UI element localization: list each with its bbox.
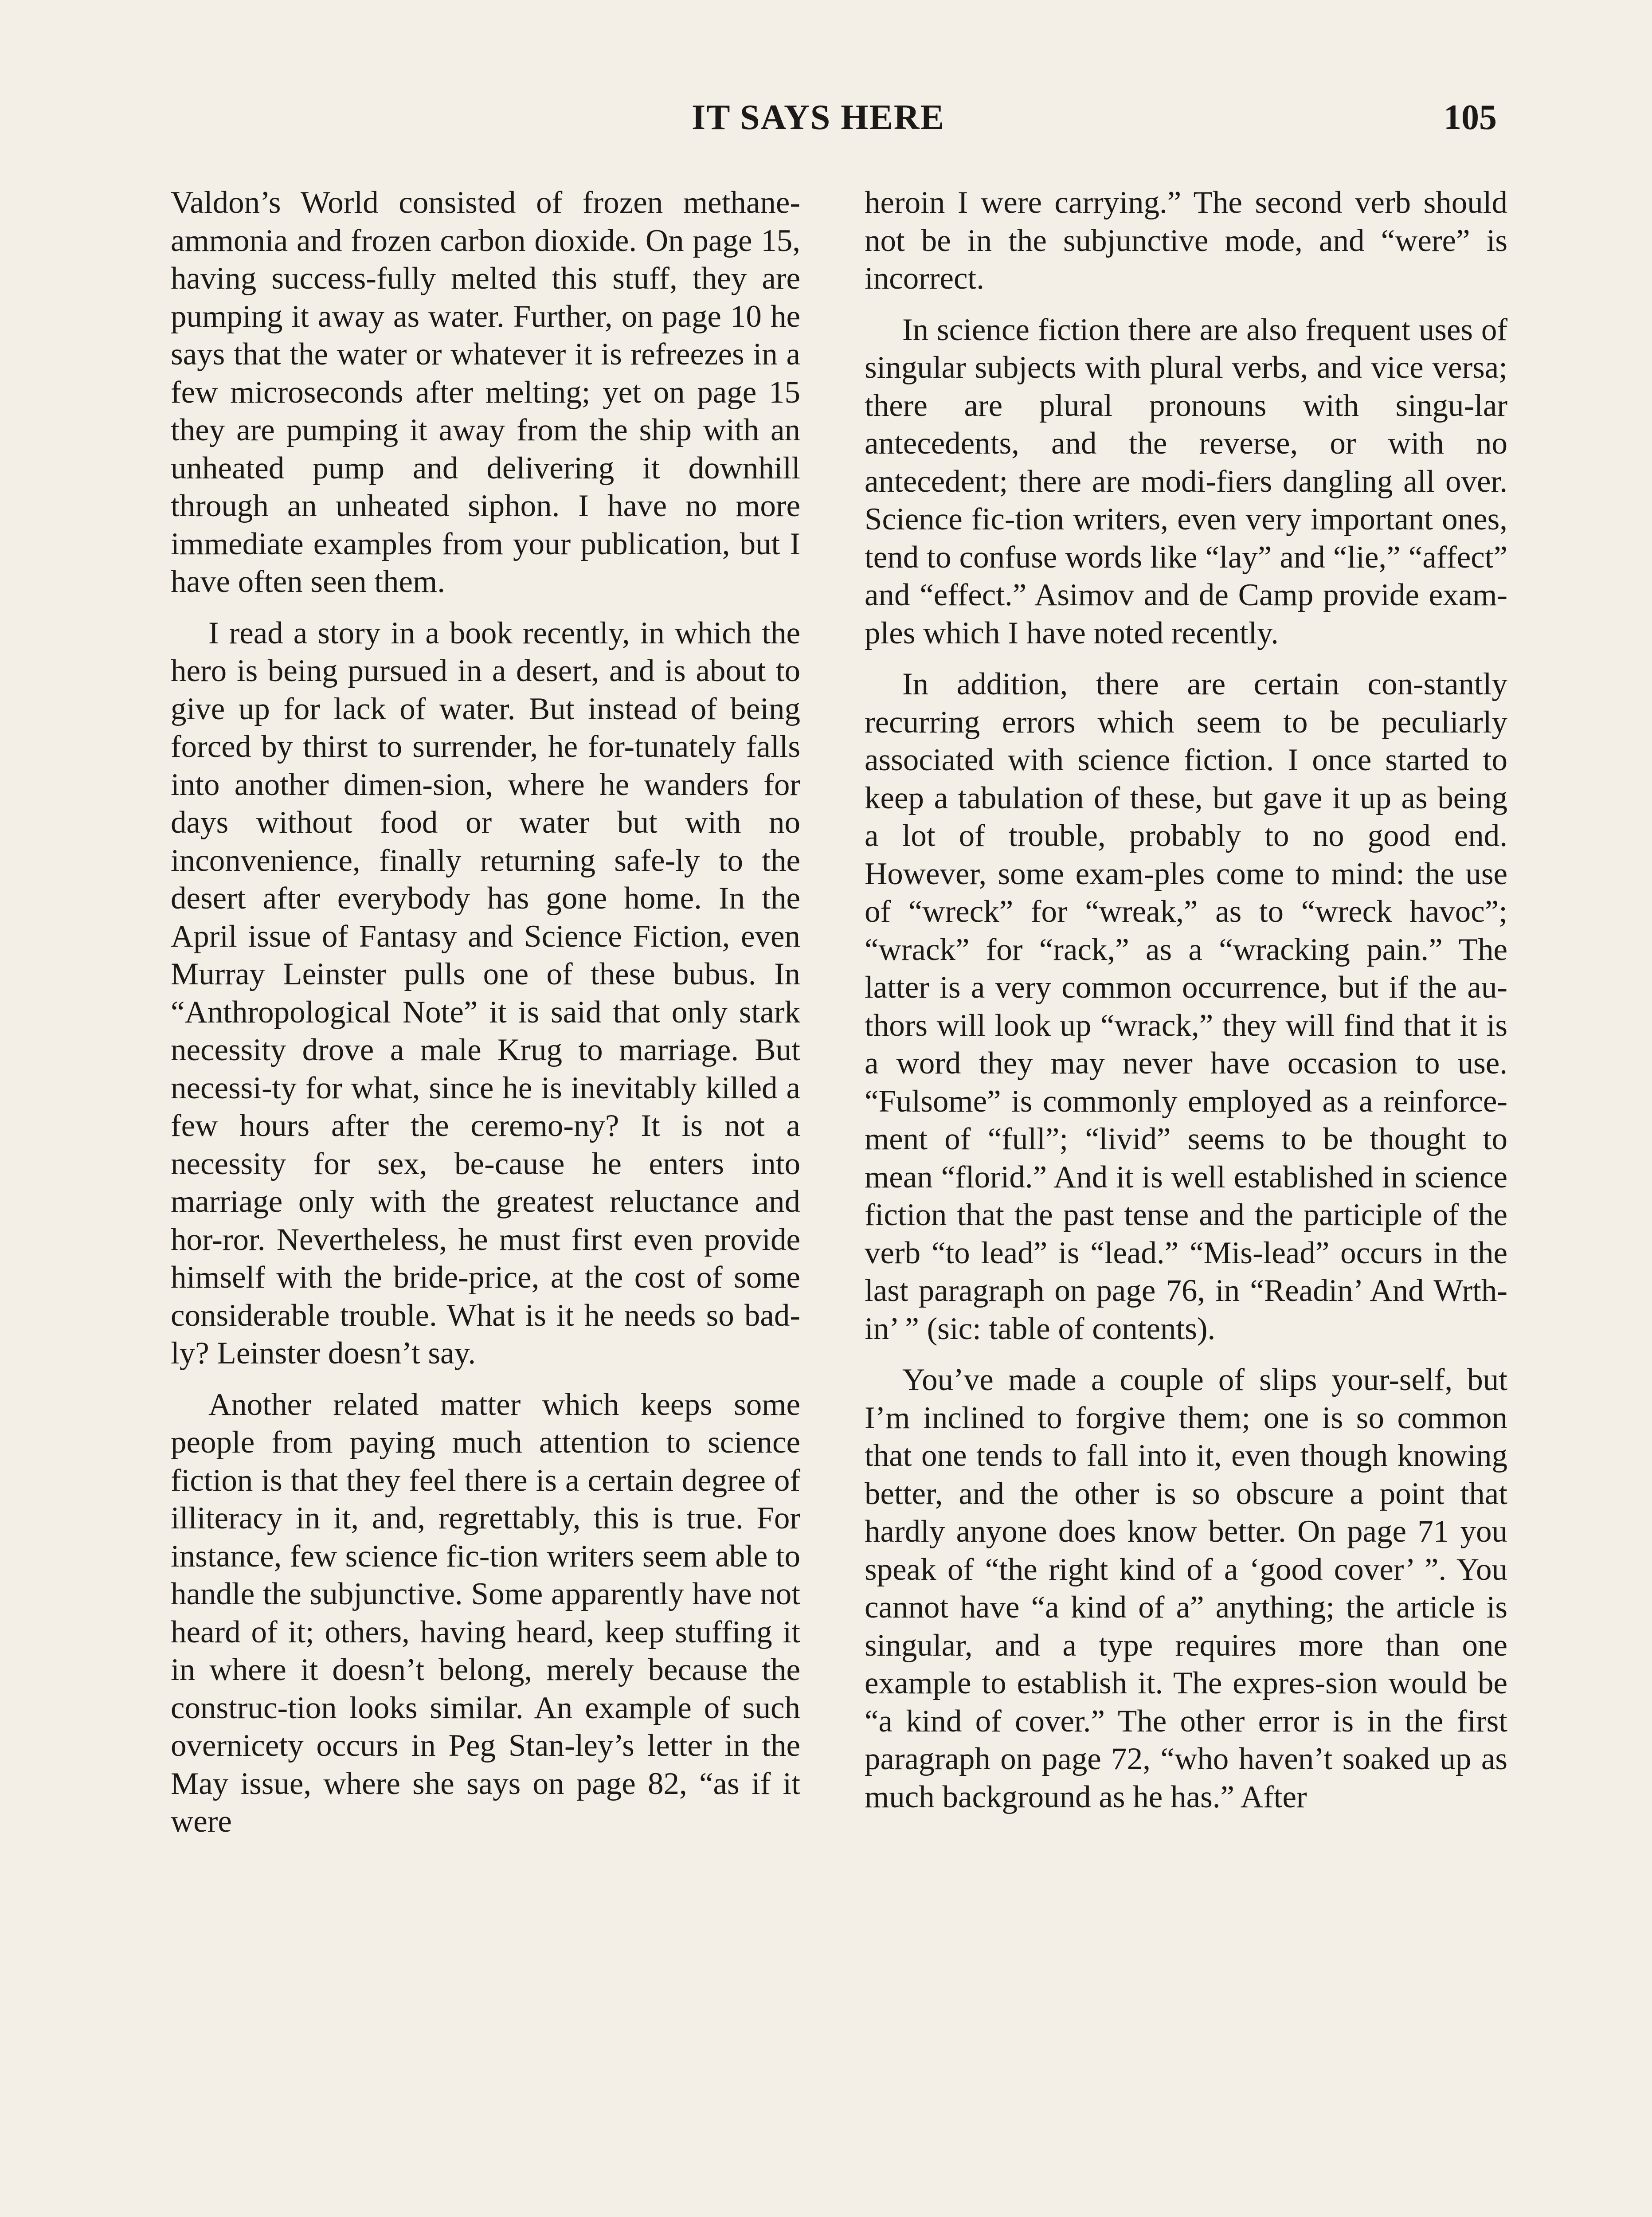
right-column bbox=[865, 184, 1507, 1816]
page-header bbox=[612, 98, 1497, 151]
page-number: 105 bbox=[1444, 98, 1497, 137]
paragraph: heroin I were carrying.” The second verb should not be in the subjunctive mode, and “were” is incorrect. bbox=[865, 185, 1507, 296]
paragraph: Another related matter which keeps some people from paying much attention to science fiction is that they feel there is a certain degree of illiteracy in it, and, regrettably, this is true. For instance, few science fic-tion writers seem able to handle the subjunctive. Some apparently have not heard of it; others, having heard, keep stuffing it in where it doesn’t belong, merely because the construc-tion looks similar. An example of such overnicety occurs in Peg Stan-ley’s letter in the May issue, where she says on page 82, “as if it were bbox=[171, 1387, 800, 1839]
paragraph: Valdon’s World consisted of frozen methane-ammonia and frozen carbon dioxide. On page 15, having success-fully melted this stuff, they are pumping it away as water. Further, on page 10 he says that the water or whatever it is refreezes in a few microseconds after melting; yet on page 15 they are pumping it away from the ship with an unheated pump and delivering it downhill through an unheated siphon. I have no more immediate examples from your publication, but I have often seen them. bbox=[171, 185, 800, 599]
paragraph: I read a story in a book recently, in which the hero is being pursued in a desert, and is about to give up for lack of water. But instead of being forced by thirst to surrender, he for-tunately falls into another dimen-sion, where he wanders for days without food or water but with no inconvenience, finally returning safe-ly to the desert after everybody has gone home. In the April issue of Fantasy and Science Fiction, even Murray Leinster pulls one of these bubus. In “Anthropological Note” it is said that only stark necessity drove a male Krug to marriage. But necessi-ty for what, since he is inevitably killed a few hours after the ceremo-ny? It is not a necessity for sex, be-cause he enters into marriage only with the greatest reluctance and hor-ror. Nevertheless, he must first even provide himself with the bride-price, at the cost of some considerable trouble. What is it he needs so bad-ly? Leinster doesn’t say. bbox=[171, 615, 800, 1371]
paragraph: You’ve made a couple of slips your-self, but I’m inclined to forgive them; one is so common that one tends to fall into it, even though knowing better, and the other is so obscure a point that hardly anyone does know better. On page 71 you speak of “the right kind of a ‘good cover’ ”. You cannot have “a kind of a” anything; the article is singular, and a type requires more than one example to establish it. The expres-sion would be “a kind of cover.” The other error is in the first paragraph on page 72, “who haven’t soaked up as much background as he has.” After bbox=[865, 1363, 1507, 1814]
running-title: IT SAYS HERE bbox=[692, 98, 945, 137]
paragraph: In science fiction there are also frequent uses of singular subjects with plural verbs, and vice versa; there are plural pronouns with singu-lar antecedents, and the reverse, or with no antecedent; there are modi-fiers dangling all over. Science fic-tion writers, even very important ones, tend to confuse words like “lay” and “lie,” “affect” and “effect.” Asimov and de Camp provide exam-ples which I have noted recently. bbox=[865, 312, 1507, 650]
paragraph: In addition, there are certain con-stantly recurring errors which seem to be peculiarly associated with science fiction. I once started to keep a tabulation of these, but gave it up as being a lot of trouble, probably to no good end. However, some exam-ples come to mind: the use of “wreck” for “wreak,” as to “wreck havoc”; “wrack” for “rack,” as a “wracking pain.” The latter is a very common occurrence, but if the au-thors will look up “wrack,” they will find that it is a word they may never have occasion to use. “Fulsome” is commonly employed as a reinforce-ment of “full”; “livid” seems to be thought to mean “florid.” And it is well established in science fiction that the past tense and the participle of the verb “to lead” is “lead.” “Mis-lead” occurs in the last paragraph on page 76, in “Readin’ And Wrth-in’ ” (sic: table of contents). bbox=[865, 667, 1507, 1346]
left-column bbox=[171, 184, 800, 1841]
